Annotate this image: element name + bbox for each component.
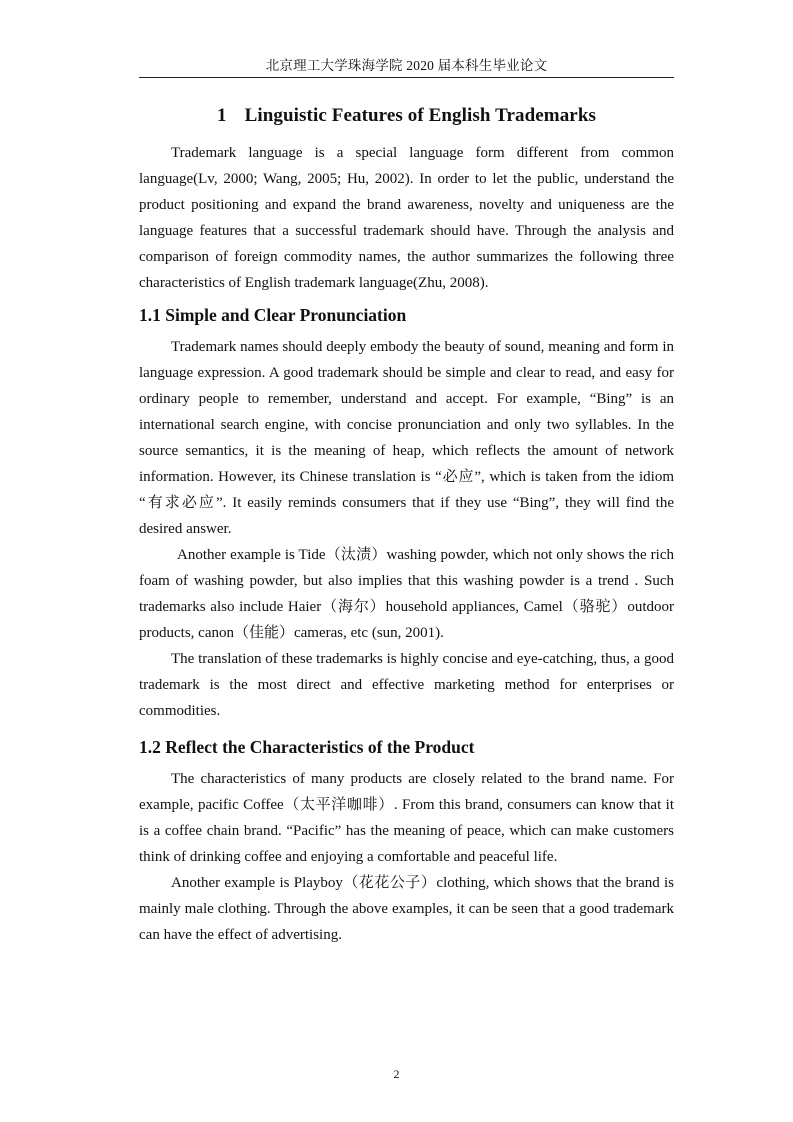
chapter-number: 1: [216, 105, 227, 126]
section-1-2-paragraph-2: Another example is Playboy（花花公子）clothing, which shows that the brand is mainly male clothing. Through the above examples, it can be seen that a good trademark can have the effect of advertising.: [139, 875, 674, 943]
section-1-2-heading: 1.2 Reflect the Characteristics of the Product: [139, 737, 475, 757]
section-1-1-heading: 1.1 Simple and Clear Pronunciation: [139, 305, 407, 325]
header-rule: [139, 77, 674, 78]
chapter-heading: [139, 102, 674, 130]
section-1-2-paragraph-1: The characteristics of many products are closely related to the brand name. For example, pacific Coffee（太平洋咖啡）. From this brand, consumers can know that it is a coffee chain brand. “Pacific” has the meaning of peace, which can make customers think of drinking coffee and enjoying a comfortable and peaceful life.: [139, 771, 674, 865]
section-1-1-paragraph-2: Another example is Tide（汰渍）washing powder, which not only shows the rich foam of washing powder, but also implies that this washing powder is a trend . Such trademarks also include Haier（海尔）household appliances, Camel（骆驼）outdoor products, canon（佳能）cameras, etc (sun, 2001).: [139, 547, 674, 641]
chapter-title: Linguistic Features of English Trademarks: [244, 105, 596, 126]
section-1-1-paragraph-1: Trademark names should deeply embody the beauty of sound, meaning and form in language expression. A good trademark should be simple and clear to read, and easy for ordinary people to remember, understand and accept. For example, “Bing” is an international search engine, with concise pronunciation and only two syllables. In the source semantics, it is the meaning of heap, which reflects the amount of network information. However, its Chinese translation is “必应”, which is taken from the idiom “有求必应”. It easily reminds consumers that if they use “Bing”, they will find the desired answer.: [139, 339, 674, 537]
running-header: 北京理工大学珠海学院 2020 届本科生毕业论文: [265, 58, 548, 73]
section-1-1-paragraph-3: The translation of these trademarks is highly concise and eye-catching, thus, a good trademark is the most direct and effective marketing method for enterprises or commodities.: [139, 651, 674, 719]
page-body: [139, 102, 674, 948]
chapter-intro-paragraph: Trademark language is a special language form different from common language(Lv, 2000; Wang, 2005; Hu, 2002). In order to let the public, understand the product positioning and expand the brand awareness, novelty and uniqueness are the language features that a successful trademark should have. Through the analysis and comparison of foreign commodity names, the author summarizes the following three characteristics of English trademark language(Zhu, 2008).: [139, 145, 674, 291]
page-number: 2: [393, 1067, 400, 1081]
